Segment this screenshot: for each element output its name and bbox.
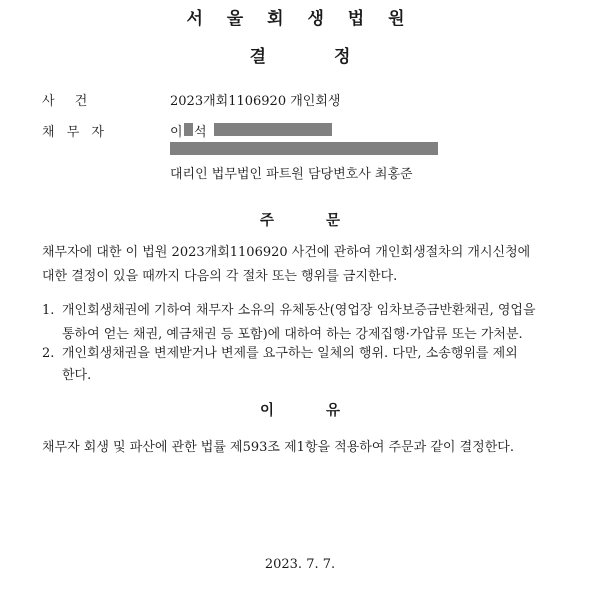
order-heading — [0, 209, 600, 230]
redaction-block — [184, 123, 193, 136]
order-item-text: 개인회생채권을 변제받거나 변제를 요구하는 일체의 행위. 다만, 소송행위를 제외 — [62, 346, 518, 361]
order-item-text: 개인회생채권에 기하여 채무자 소유의 유체동산(영업장 임차보증금반환채권, 영업을 — [62, 303, 536, 318]
document-title-char-1: 결 — [249, 47, 266, 67]
reason-heading — [0, 399, 600, 420]
order-item-number: 1. — [42, 303, 55, 318]
debtor-label: 채 무 자 — [42, 125, 104, 140]
address-redaction — [170, 142, 438, 155]
order-heading-char-2: 문 — [326, 212, 341, 229]
document-title-char-2: 정 — [334, 47, 351, 67]
representative: 대리인 법무법인 파트원 담당변호사 최홍준 — [170, 167, 413, 182]
order-item-text: 한다. — [62, 368, 92, 383]
order-item-number: 2. — [42, 346, 55, 361]
reason-text: 채무자 회생 및 파산에 관한 법률 제593조 제1항을 적용하여 주문과 같이 결정한다. — [42, 440, 514, 455]
debtor-name-first: 이 — [170, 125, 183, 140]
order-item-text: 통하여 얻는 채권, 예금채권 등 포함)에 대하여 하는 강제집행·가압류 또는 가처분. — [62, 327, 523, 342]
case-label: 사 건 — [42, 94, 88, 109]
reason-heading-char-2: 유 — [326, 402, 341, 419]
redaction-block — [214, 123, 332, 136]
document-title — [0, 42, 600, 67]
case-number: 2023개회1106920 개인회생 — [170, 94, 341, 109]
reason-heading-char-1: 이 — [259, 402, 274, 419]
decision-date: 2023. 7. 7. — [264, 557, 336, 572]
order-intro-line-2: 대한 결정이 있을 때까지 다음의 각 절차 또는 행위를 금지한다. — [42, 269, 398, 284]
order-intro-line-1: 채무자에 대한 이 법원 2023개회1106920 사건에 관하여 개인회생절차의 개시신청에 — [42, 245, 531, 260]
debtor-name-last: 석 — [194, 125, 207, 140]
order-heading-char-1: 주 — [259, 212, 274, 229]
court-name: 서 울 회 생 법 원 — [186, 9, 414, 29]
